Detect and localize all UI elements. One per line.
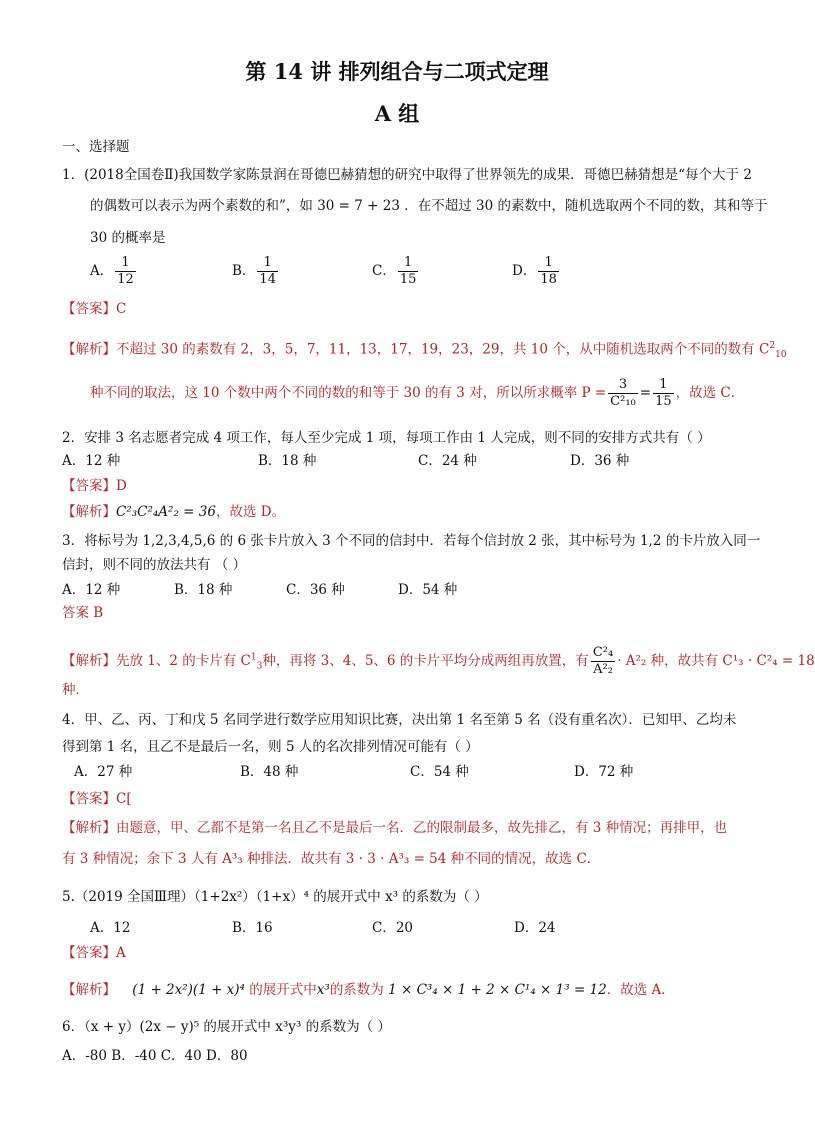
q4-option-a: A．27 种 — [74, 764, 133, 780]
q3-option-d: D．54 种 — [398, 582, 458, 598]
q4-line-2: 得到第 1 名，且乙不是最后一名，则 5 人的名次排列情况可能有（ ） — [62, 739, 479, 755]
q2-option-c: C．24 种 — [418, 453, 477, 469]
q5-answer: 【答案】A — [62, 945, 126, 961]
q5-option-d: D．24 — [514, 920, 556, 936]
q3-line-2: 信封，则不同的放法共有 （ ） — [62, 557, 247, 573]
q5-option-c: C．20 — [372, 920, 414, 936]
q4-answer: 【答案】C[ — [62, 791, 132, 807]
q2-option-d: D．36 种 — [570, 453, 630, 469]
q2-line-1: 2．安排 3 名志愿者完成 4 项工作，每人至少完成 1 项，每项工作由 1 人完成，则不同的安排方式共有（ ） — [62, 430, 711, 446]
q2-analysis: 【解析】C²₃C²₄A²₂ = 36，故选 D。 — [62, 504, 286, 520]
q3-line-1: 3．将标号为 1,2,3,4,5,6 的 6 张卡片放入 3 个不同的信封中．若每个信封放 2 张，其中标号为 1,2 的卡片放入同一 — [62, 533, 761, 549]
section-heading: 一、选择题 — [62, 139, 130, 155]
q5-line-1: 5.（2019 全国Ⅲ理）（1+2x²）（1+x）⁴ 的展开式中 x³ 的系数为（ ） — [62, 889, 488, 905]
q3-option-c: C．36 种 — [286, 582, 345, 598]
q4-analysis-line-2: 有 3 种情况；余下 3 人有 A³₃ 种排法．故共有 3 · 3 · A³₃ = 54 种不同的情况，故选 C． — [62, 851, 601, 867]
q1-option-c: C． $\frac{1}{15}$ — [372, 255, 417, 287]
q1-line-3: 30 的概率是 — [90, 230, 166, 246]
q1-answer: 【答案】C — [62, 301, 127, 317]
q4-option-d: D．72 种 — [574, 764, 634, 780]
group-title: A 组 — [374, 101, 420, 126]
q1-option-a: A． $\frac{1}{12}$ — [90, 255, 134, 287]
q6-options: A．-80 B．-40 C．40 D．80 — [62, 1048, 248, 1064]
q3-option-a: A．12 种 — [62, 582, 121, 598]
q1-analysis-line-1: 【解析】不超过 30 的素数有 2，3，5，7，11，13，17，19，23，29，共 10 个，从中随机选取两个不同的数有 $C^2_{10}$ — [62, 341, 787, 361]
q3-answer: 答案 B — [62, 605, 104, 621]
q6-line-1: 6．（x + y）(2x − y)⁵ 的展开式中 x³y³ 的系数为（ ） — [62, 1019, 391, 1035]
q5-option-b: B．16 — [232, 920, 273, 936]
q2-option-b: B．18 种 — [258, 453, 317, 469]
q2-answer: 【答案】D — [62, 478, 127, 494]
q1-option-b: B． $\frac{1}{14}$ — [232, 255, 276, 287]
q4-option-b: B．48 种 — [240, 764, 299, 780]
q3-option-b: B．18 种 — [174, 582, 233, 598]
page-title: 第 14 讲 排列组合与二项式定理 — [245, 59, 549, 84]
q4-option-c: C．54 种 — [410, 764, 469, 780]
q1-option-d: D． $\frac{1}{18}$ — [512, 255, 557, 287]
q5-analysis: 【解析】 (1 + 2x²)(1 + x)⁴ 的展开式中x³的系数为 1 × C³₄ × 1 + 2 × C¹₄ × 1³ = 12．故选 A． — [62, 982, 675, 998]
q1-line-1: 1．(2018全国卷Ⅱ)我国数学家陈景润在哥德巴赫猜想的研究中取得了世界领先的成果．哥德巴赫猜想是“每个大于 2 — [62, 167, 752, 183]
q4-analysis-line-1: 【解析】由题意，甲、乙都不是第一名且乙不是最后一名．乙的限制最多，故先排乙，有 3 种情况；再排甲，也 — [62, 820, 728, 836]
q3-analysis-line-2: 种． — [62, 682, 89, 698]
q5-option-a: A．12 — [90, 920, 131, 936]
q1-analysis-line-2: 种不同的取法，这 10 个数中两个不同的数的和等于 30 的有 3 对，所以所求概率 P = $\frac{3}{\text{C²₁₀}}$ = $\frac{1}{15}$ ，故选 C． — [90, 377, 745, 409]
q2-option-a: A．12 种 — [62, 453, 121, 469]
q1-line-2: 的偶数可以表示为两个素数的和”，如 30 = 7 + 23 ．在不超过 30 的素数中，随机选取两个不同的数，其和等于 — [90, 198, 768, 214]
q4-line-1: 4．甲、乙、丙、丁和戊 5 名同学进行数学应用知识比赛，决出第 1 名至第 5 名（没有重名次）．已知甲、乙均未 — [62, 712, 737, 728]
q3-analysis-line-1: 【解析】先放 1、2 的卡片有 $C^1_3$种，再将 3、4、5、6 的卡片平均分成两组再放置，有 $\frac{\text{C²₄}}{\text{A²₂}}$ · A²₂ 种，故共有 C¹₃ · C²₄ = 18 — [62, 645, 815, 677]
